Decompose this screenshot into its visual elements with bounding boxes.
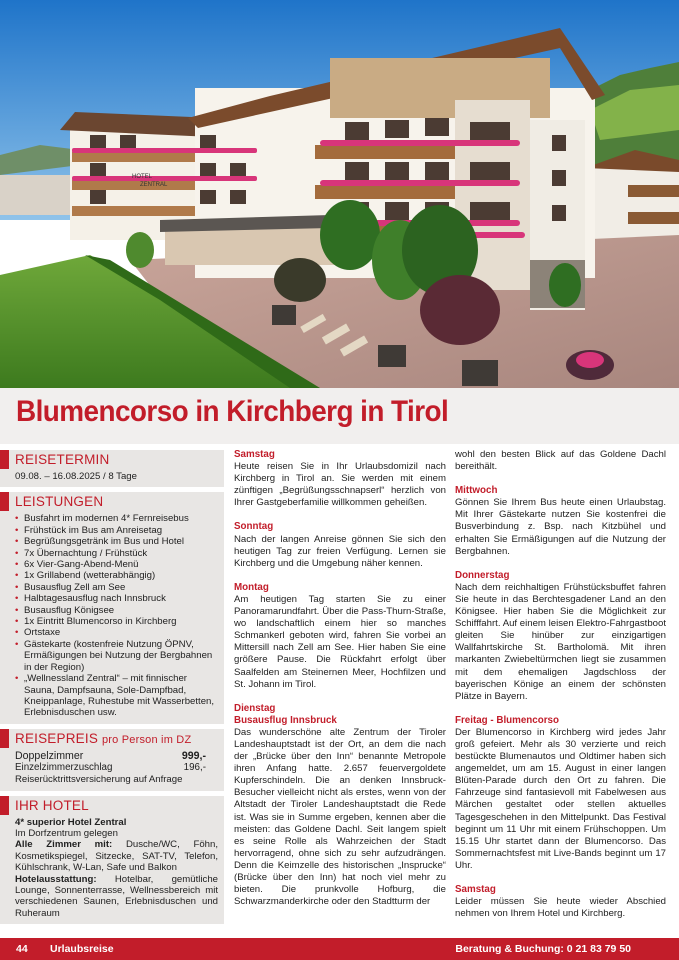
list-item: • 7x Übernachtung / Frühstück	[15, 548, 218, 559]
reisepreis-box	[0, 729, 224, 791]
leistungen-box	[0, 492, 224, 723]
page-number: 44	[16, 943, 28, 955]
insurance-note: Reiserücktrittsversicherung auf Anfrage	[15, 774, 183, 786]
program-day	[234, 449, 446, 509]
list-item: • Halbtagesausflug nach Innsbruck	[15, 593, 218, 604]
info-column	[0, 450, 224, 929]
page-title: Blumencorso in Kirchberg in Tirol	[16, 395, 449, 428]
hotel-name: 4* superior Hotel Zentral	[15, 816, 127, 828]
program-day-heading: Mittwoch	[455, 485, 498, 497]
price-label: Einzelzimmerzuschlag	[15, 762, 113, 774]
leistungen-list	[15, 513, 218, 718]
list-item: • Gästekarte (kostenfreie Nutzung ÖPNV, Ermäßigungen bei Nutzung der Bergbahnen in der Region)	[15, 639, 218, 673]
footer-section: Urlaubsreise	[50, 943, 114, 955]
reisetermin-heading: REISETERMIN	[15, 452, 110, 467]
program-day-text: Am heutigen Tag starten Sie zu einer Panoramarundfahrt. Über die Pass-Thurn-Straße, wo landschaftlich einem hier so manches Schmankerl geboten wird, fahren Sie vorbei an Mittersill nach Zell am See. Hier haben Sie eine größere Pause. Die Rückfahrt erfolgt über Saalfelden am Steinernen Meer, Hochfilzen und St. Johann im Tirol.	[234, 593, 446, 690]
hotel-box	[0, 796, 224, 925]
program-day-heading: Donnerstag	[455, 569, 510, 581]
list-item: • „Wellnessland Zentral“ – mit finnischer Sauna, Dampfsauna, Sole-Dampfbad, Kneippanlage, Ruhestube mit Wasserbetten, Erlebnisduschen usw.	[15, 673, 218, 719]
reisetermin-box	[0, 450, 224, 487]
program-day-heading: Montag	[234, 581, 269, 593]
program-day-heading: Samstag	[234, 449, 275, 460]
hotel-equipment	[15, 874, 218, 920]
program-day	[455, 570, 666, 703]
program-day	[234, 582, 446, 691]
program-day	[455, 715, 666, 872]
list-item: • Ortstaxe	[15, 627, 218, 638]
program-day	[234, 703, 446, 909]
hotel-sign-line-2: ZENTRAL	[140, 182, 168, 188]
footer-bar	[0, 938, 679, 960]
program-column-1	[234, 449, 446, 920]
program-day-text: Das wunderschöne alte Zentrum der Tiroler Landeshauptstadt ist der Ort, an dem die nach der „Brücke über den Inn“ benannte Metropole ihren Anfang hatte. 2.657 feuervergoldete Kupferschindeln. Die an denken Innsbruck-Besucher vielleicht nicht als erstes, wenn von der Altstadt der Tiroler Landeshauptstadt die Rede ist. Was sie in Summe ergeben, kennen aber die meisten: das Goldene Dachl. Seit langem spielt es seine Rolle als Wahrzeichen der Stadt hervorragend, ohne sich zu sehr aufzudrängen. Denn die Keimzelle des historischen „Insprucke“ (Brücke über den Inn) hat noch viel mehr zu bieten. Die prunkvolle Hofburg, die Schwarzmanderkirche oder den Stadtturm der	[234, 726, 446, 908]
leistungen-header	[0, 492, 224, 511]
list-item: • Frühstück im Bus am Anreisetag	[15, 525, 218, 536]
program-day-text: Heute reisen Sie in Ihr Urlaubsdomizil nach Kirchberg in Tirol an. Sie werden mit einem zünftigen „Begrüßungsschnapserl“ herzlich von Ihrer Gastgeberfamilie willkommen geheißen.	[234, 461, 446, 509]
price-row-single	[15, 762, 218, 774]
list-item: • Busausflug Zell am See	[15, 582, 218, 593]
hotel-rooms-text: Dusche/WC, Föhn, Kosmetikspiegel, Sitzecke, SAT-TV, Telefon, Kühlschrank, W-Lan, Safe und Balkon	[15, 839, 219, 874]
program-day-text: Nach der langen Anreise gönnen Sie sich den heutigen Tag zur freien Verfügung. Lernen sie Kirchberg und die Umgebung näher kennen.	[234, 533, 446, 569]
list-item: • 6x Vier-Gang-Abend-Menü	[15, 559, 218, 570]
program-day	[234, 521, 446, 569]
list-item: • 1x Grillabend (wetterabhängig)	[15, 570, 218, 581]
price-label: Doppelzimmer	[15, 749, 84, 762]
program-day-heading: Freitag - Blumencorso	[455, 714, 559, 726]
list-item: • 1x Eintritt Blumencorso in Kirchberg	[15, 616, 218, 627]
program-day-text: Gönnen Sie Ihrem Bus heute einen Urlaubstag. Mit Ihrer Gästekarte nutzen Sie kostenfrei die Busverbindung z. Bsp. nach Kitzbühel und erhalten Sie Ermäßigungen auf die Nutzung der Bergbahnen.	[455, 497, 666, 557]
hotel-heading: IHR HOTEL	[15, 797, 89, 813]
reisetermin-date: 09.08. – 16.08.2025 / 8 Tage	[15, 471, 137, 482]
reisepreis-header	[0, 729, 224, 748]
list-item: • Busfahrt im modernen 4* Fernreisebus	[15, 513, 218, 524]
footer-contact: Beratung & Buchung: 0 21 83 79 50	[455, 943, 631, 955]
price-value: 196,-	[183, 762, 206, 774]
program-day-continued: wohl den besten Blick auf das Goldene Dachl bereithält.	[455, 449, 666, 473]
hotel-rooms-label: Alle Zimmer mit:	[15, 839, 113, 851]
hotel-equipment-text: Hotelbar, gemütliche Lounge, Sonnenterrasse, Wellnessbereich mit verschiedenen Saunen, Erlebnisduschen und Ruheraum	[15, 873, 218, 919]
program-day-heading: Dienstag Busausflug Innsbruck	[234, 702, 337, 726]
price-value: 999,-	[181, 749, 206, 762]
hotel-equipment-label: Hotelausstattung:	[15, 873, 97, 885]
program-column-2	[455, 449, 666, 932]
reisetermin-header	[0, 450, 224, 469]
program-day-text: Nach dem reichhaltigen Frühstücksbuffet fahren Sie heute in das Berchtesgadener Land an den Königsee. Hier haben Sie die Möglichkeit zur Schifffahrt. Auf einem leisen Elektro-Fahrgastboot gleiten Sie hinüber zur einzigartigen Wallfahrtskirche St. Bartholomä. Mit ihren markanten Zwiebeltürmchen liegt sie zusammen mit dem ehemaligen Jagdschloss der bayerischen Könige an einem der schönsten Plätze in Bayern.	[455, 581, 666, 702]
program-day	[455, 884, 666, 920]
price-row-double	[15, 750, 218, 763]
hotel-location: Im Dorfzentrum gelegen	[15, 828, 118, 840]
program-day-text: Der Blumencorso in Kirchberg wird jedes Jahr groß gefeiert. Mehr als 30 verzierte und reich bestückte Blumenautos und Oldtimer haben sich angemeldet, um am 15. August in einer langen Blüten-Parade durch den Ort zu fahren. Die Fahrzeuge sind fantasievoll mit Fabelwesen aus Märchen gestaltet oder stellen aktuelles Tagesgeschehen in den Mittelpunkt. Das Festival beginnt um 11 Uhr mit einem Frühschoppen. Um 15.15 Uhr startet dann der Blumencorso. Das Sommernachtsfest mit Live-Bands beginnt um 17 Uhr.	[455, 726, 666, 871]
hotel-photo	[0, 0, 679, 388]
hotel-header	[0, 796, 224, 815]
list-item: • Busausflug Königsee	[15, 605, 218, 616]
program-day-heading: Sonntag	[234, 521, 274, 533]
program-day-heading: Samstag	[455, 884, 496, 895]
list-item: • Begrüßungsgetränk im Bus und Hotel	[15, 536, 218, 547]
hotel-sign-line-1: HOTEL	[132, 174, 153, 180]
program-day-text: Leider müssen Sie heute wieder Abschied nehmen von Ihrem Hotel und Kirchberg.	[455, 896, 666, 920]
program-day	[455, 485, 666, 558]
leistungen-heading: LEISTUNGEN	[15, 494, 104, 510]
reisepreis-heading-suffix: pro Person im DZ	[101, 733, 192, 746]
hotel-rooms	[15, 839, 218, 873]
reisepreis-heading: REISEPREIS	[15, 730, 99, 746]
